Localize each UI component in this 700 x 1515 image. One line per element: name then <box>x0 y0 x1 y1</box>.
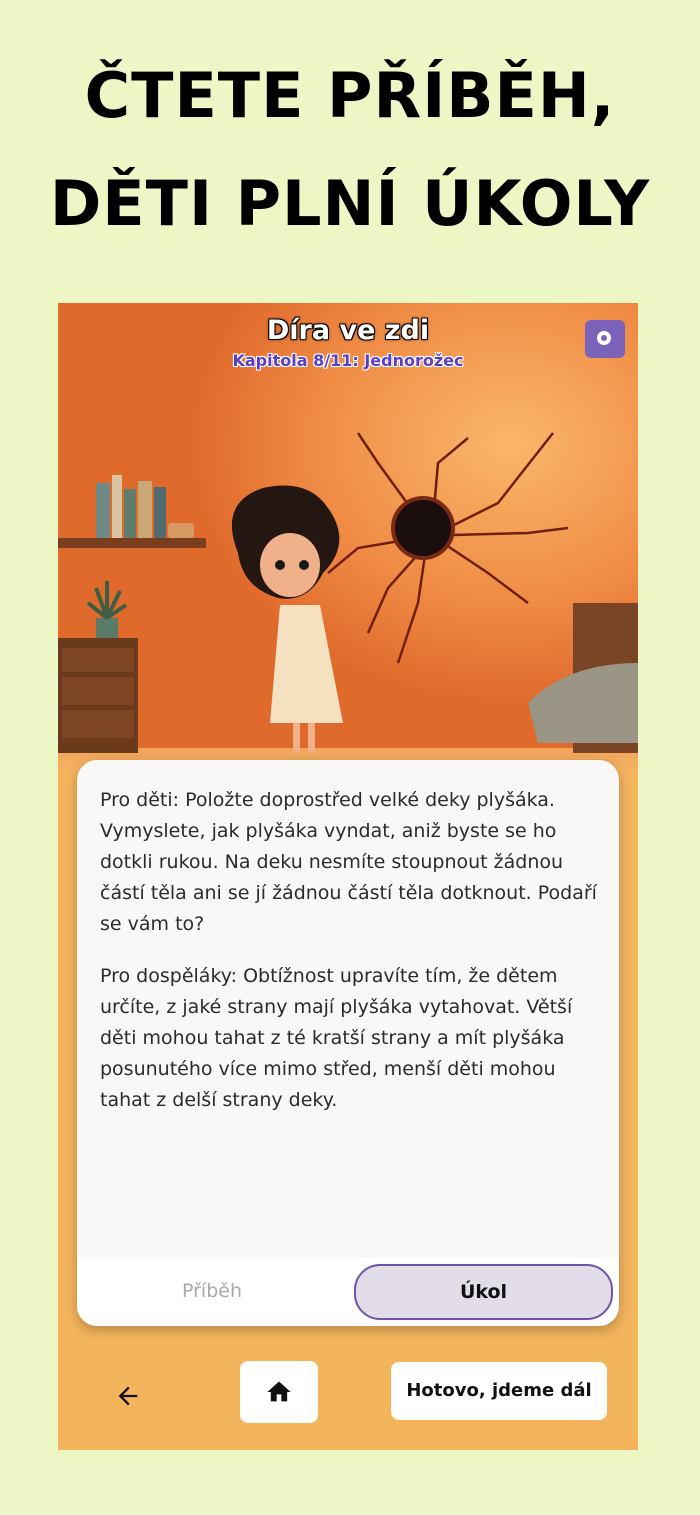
chapter-subtitle: Kapitola 8/11: Jednorožec <box>232 351 464 370</box>
tab-story[interactable]: Příběh <box>181 1280 242 1302</box>
headline-line-1: ČTETE PŘÍBĚH, <box>84 59 616 132</box>
task-for-adults: Pro dospěláky: Obtížnost upravíte tím, že dětem určíte, z jaké strany mají plyšáka vytahovat. Větší děti mohou tahat z té kratší strany a mít plyšáka posunutého více mimo střed, menší děti mohou tahat z delší strany deky. <box>100 965 573 1111</box>
headline <box>0 42 700 258</box>
story-title: Díra ve zdi <box>266 315 430 346</box>
tab-task[interactable]: Úkol <box>354 1264 613 1320</box>
app-screenshot <box>58 303 638 1450</box>
home-icon <box>265 1378 293 1406</box>
bottom-bar <box>58 1343 638 1450</box>
tab-bar <box>77 1257 619 1326</box>
camera-button[interactable] <box>585 320 625 358</box>
task-for-kids: Pro děti: Položte doprostřed velké deky plyšáka. Vymyslete, jak plyšáka vyndat, aniž byste se ho dotkli rukou. Na deku nesmíte stoupnout žádnou částí těla ani se jí žádnou částí těla dotknout. Podaří se vám to? <box>100 789 597 935</box>
story-illustration <box>58 303 638 773</box>
task-text <box>100 785 600 1137</box>
camera-icon-top <box>597 324 611 330</box>
camera-icon <box>597 331 611 345</box>
headline-line-2: DĚTI PLNÍ ÚKOLY <box>49 167 651 240</box>
arrow-left-icon <box>114 1382 142 1410</box>
done-button[interactable]: Hotovo, jdeme dál <box>391 1362 607 1420</box>
back-button[interactable] <box>108 1376 148 1416</box>
home-button[interactable] <box>240 1361 318 1423</box>
task-card <box>77 760 619 1326</box>
